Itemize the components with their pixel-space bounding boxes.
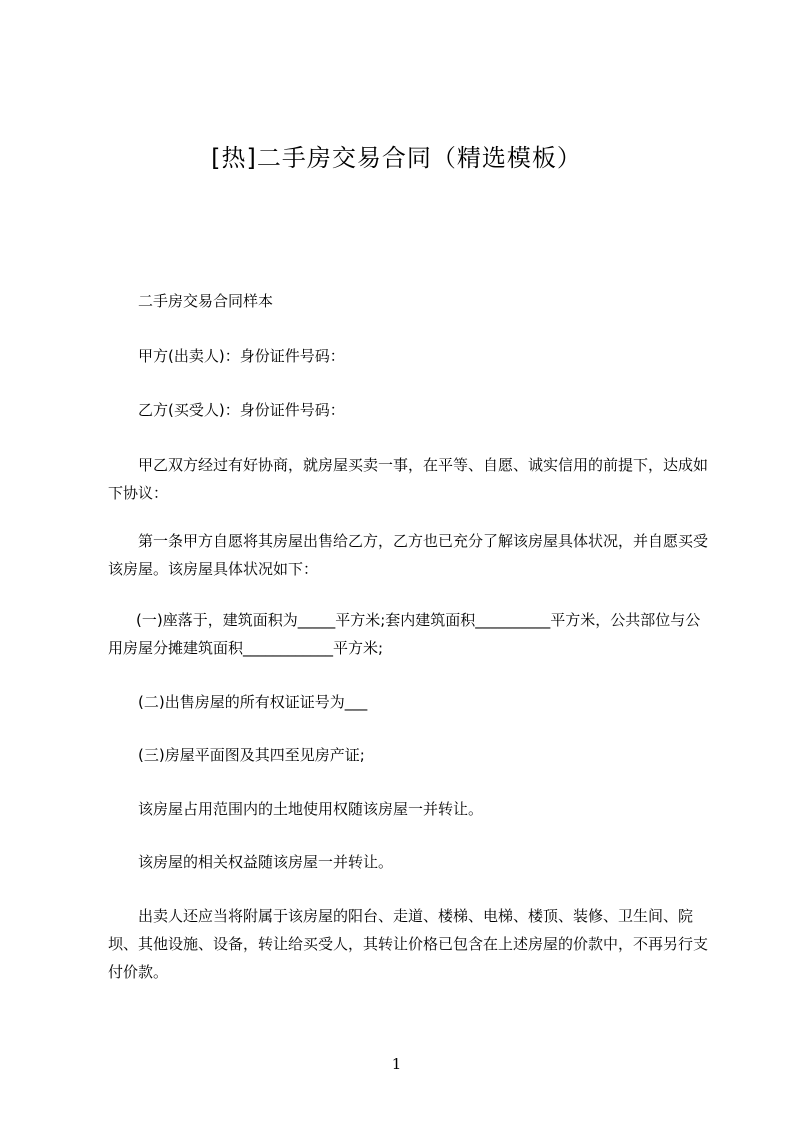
paragraph-item-three: (三)房屋平面图及其四至见房产证;	[138, 746, 365, 764]
paragraph-rights: 该房屋的相关权益随该房屋一并转让。	[138, 853, 394, 871]
paragraph-item-one: (一)座落于，建筑面积为_____平方米;套内建筑面积__________平方米，公共部位与公用房屋分摊建筑面积____________平方米;	[108, 611, 701, 657]
paragraph-party-a: 甲方(出卖人)：身份证件号码：	[138, 347, 345, 365]
document-title: [热]二手房交易合同（精选模板）	[211, 144, 582, 172]
page-number: 1	[391, 1055, 402, 1073]
paragraph-agreement: 甲乙双方经过有好协商，就房屋买卖一事，在平等、自愿、诚实信用的前提下，达成如下协议：	[108, 456, 709, 502]
paragraph-item-two: (二)出售房屋的所有权证证号为___	[138, 693, 368, 711]
paragraph-attachments: 出卖人还应当将附属于该房屋的阳台、走道、楼梯、电梯、楼顶、装修、卫生间、院坝、其他设施、设备，转让给买受人，其转让价格已包含在上述房屋的价款中，不再另行支付价款。	[108, 907, 709, 981]
paragraph-heading: 二手房交易合同样本	[138, 292, 274, 310]
paragraph-land-use: 该房屋占用范围内的土地使用权随该房屋一并转让。	[138, 800, 484, 818]
paragraph-party-b: 乙方(买受人)：身份证件号码：	[138, 401, 345, 419]
paragraph-article-one: 第一条甲方自愿将其房屋出售给乙方，乙方也已充分了解该房屋具体状况，并自愿买受该房屋。该房屋具体状况如下：	[108, 532, 709, 578]
